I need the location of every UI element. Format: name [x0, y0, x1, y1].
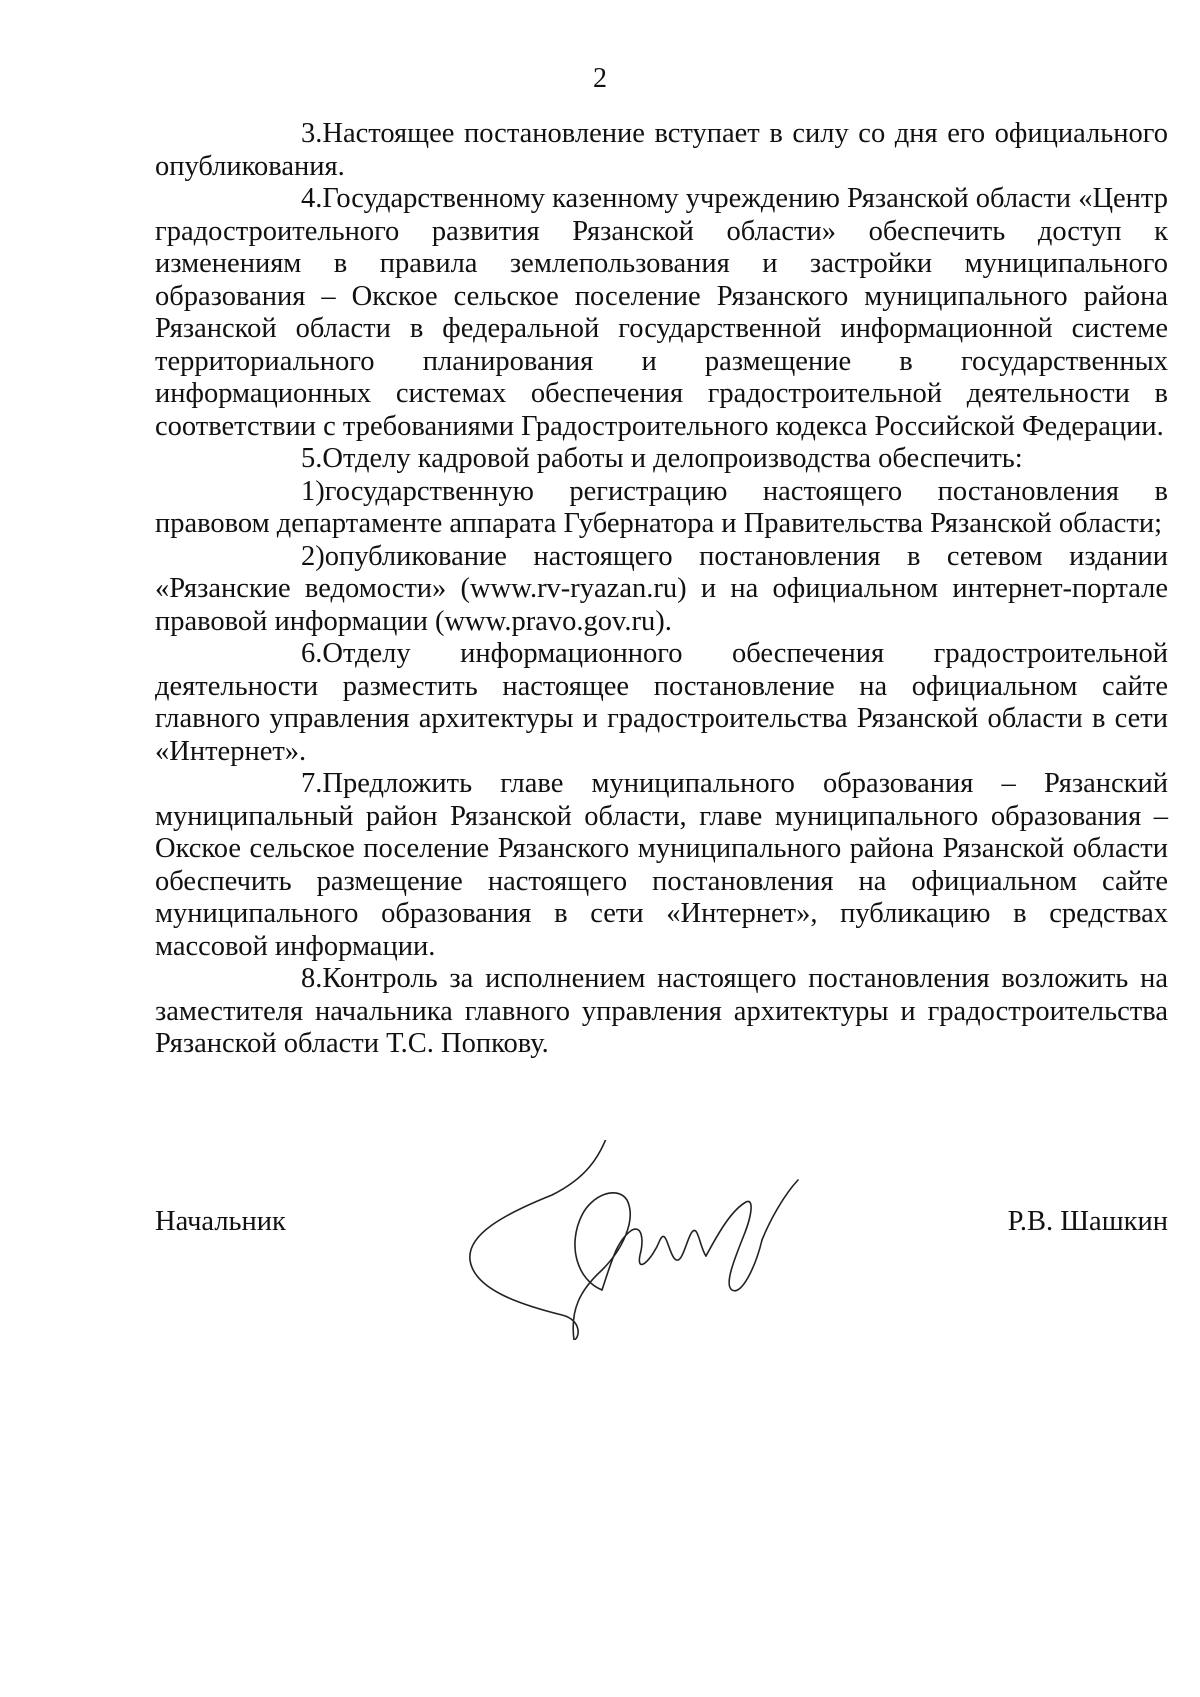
- paragraph-number: 6.: [301, 638, 323, 669]
- paragraph-4: [155, 183, 1168, 443]
- paragraph-text: государственную регистрацию настоящего постановления в правовом департаменте аппарата Губернатора и Правительства Рязанской области;: [155, 475, 1168, 539]
- paragraph-number: 7.: [301, 768, 323, 799]
- paragraph-5-2: [155, 541, 1168, 639]
- paragraph-text: опубликование настоящего постановления в сетевом издании «Рязанские ведомости» (www.rv-ryazan.ru) и на официальном интернет-портале правовой информации (www.pravo.gov.ru).: [155, 540, 1168, 637]
- paragraph-number: 5.: [301, 443, 323, 474]
- handwritten-signature: [462, 1140, 822, 1340]
- paragraph-6: [155, 638, 1168, 768]
- paragraph-text: Отделу информационного обеспечения градостроительной деятельности разместить настоящее постановление на официальном сайте главного управления архитектуры и градостроительства Рязанской области в сети «Интернет».: [155, 638, 1168, 767]
- paragraph-3: [155, 118, 1168, 183]
- paragraph-5-1: [155, 476, 1168, 541]
- paragraph-number: 4.: [301, 183, 323, 214]
- paragraph-text: Настоящее постановление вступает в силу со дня его официального опубликования.: [155, 118, 1168, 182]
- paragraph-7: [155, 768, 1168, 963]
- paragraph-5: [155, 443, 1168, 476]
- paragraph-number: 8.: [301, 963, 323, 994]
- paragraph-number: 1): [301, 475, 325, 507]
- paragraph-number: 3.: [301, 118, 323, 149]
- paragraph-8: [155, 963, 1168, 1061]
- signatory-name: Р.В. Шашкин: [1007, 1206, 1168, 1237]
- paragraph-text: Государственному казенному учреждению Рязанской области «Центр градостроительного развития Рязанской области» обеспечить доступ к изменениям в правила землепользования и застройки муниципального образования – Окское сельское поселение Рязанского муниципального района Рязанской области в федеральной государственной информационной системе территориального планирования и размещение в государственных информационных системах обеспечения градостроительной деятельности в соответствии с требованиями Градостроительного кодекса Российской Федерации.: [155, 183, 1168, 442]
- signatory-title: Начальник: [155, 1206, 286, 1237]
- paragraph-text: Контроль за исполнением настоящего постановления возложить на заместителя начальника главного управления архитектуры и градостроительства Рязанской области Т.С. Попкову.: [155, 963, 1168, 1059]
- page-number: 2: [593, 63, 607, 94]
- document-body: [155, 118, 1168, 1061]
- paragraph-text: Отделу кадровой работы и делопроизводства обеспечить:: [322, 443, 1023, 474]
- paragraph-number: 2): [301, 540, 325, 572]
- paragraph-text: Предложить главе муниципального образования – Рязанский муниципальный район Рязанской области, главе муниципального образования – Окское сельское поселение Рязанского муниципального района Рязанской области обеспечить размещение настоящего постановления на официальном сайте муниципального образования в сети «Интернет», публикацию в средствах массовой информации.: [155, 768, 1168, 962]
